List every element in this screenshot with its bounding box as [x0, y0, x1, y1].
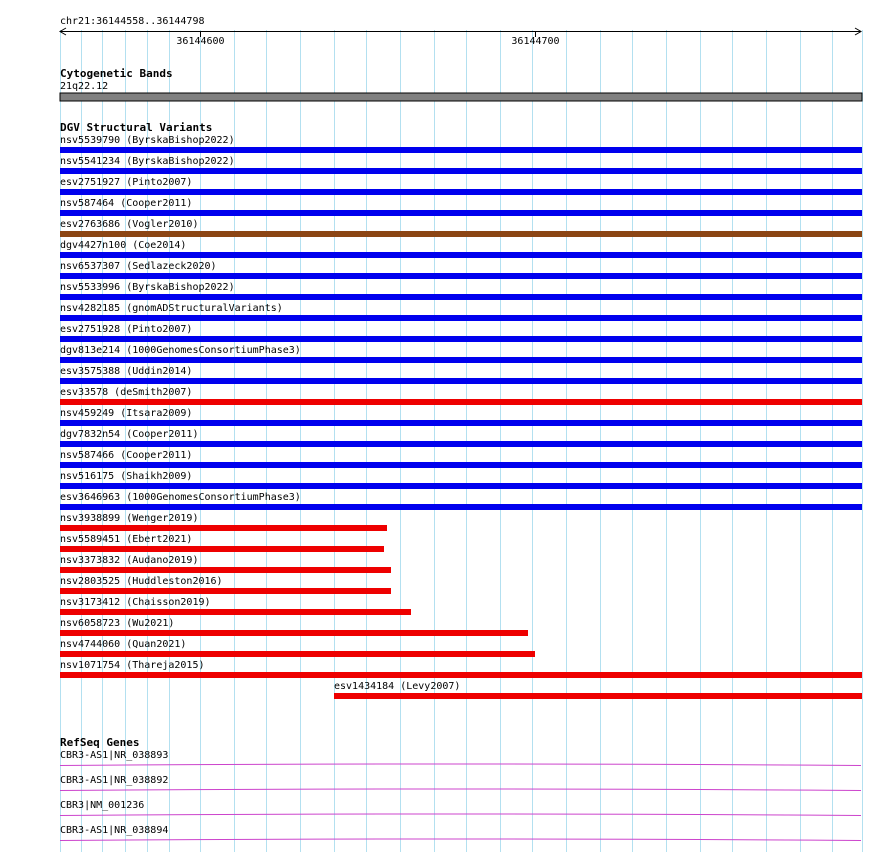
dgv-feature-bar[interactable]: [60, 189, 862, 195]
dgv-feature[interactable]: [60, 387, 862, 405]
cytoband-band-label: 21q22.12: [60, 81, 109, 92]
dgv-feature[interactable]: [60, 240, 862, 258]
dgv-feature-bar[interactable]: [60, 147, 862, 153]
refseq-transcript-line[interactable]: [60, 789, 861, 791]
dgv-feature[interactable]: [60, 492, 862, 510]
dgv-feature-label: nsv516175 (Shaikh2009): [60, 471, 193, 482]
dgv-feature[interactable]: [60, 177, 862, 195]
refseq-gene[interactable]: [60, 775, 861, 791]
dgv-feature-bar[interactable]: [60, 252, 862, 258]
dgv-feature-label: dgv7832n54 (Cooper2011): [60, 429, 199, 440]
dgv-feature[interactable]: [60, 366, 862, 384]
dgv-feature[interactable]: [60, 219, 862, 237]
refseq-transcript-line[interactable]: [60, 764, 861, 766]
dgv-feature-label: nsv3173412 (Chaisson2019): [60, 597, 211, 608]
dgv-feature-label: esv1434184 (Levy2007): [334, 681, 461, 692]
dgv-feature[interactable]: [60, 450, 862, 468]
refseq-feature-list: [60, 750, 861, 841]
dgv-feature-label: esv2751928 (Pinto2007): [60, 324, 193, 335]
refseq-gene-label: CBR3-AS1|NR_038892: [60, 775, 169, 786]
dgv-feature-bar[interactable]: [60, 630, 528, 636]
dgv-feature-bar[interactable]: [60, 567, 391, 573]
dgv-feature-label: nsv459249 (Itsara2009): [60, 408, 193, 419]
dgv-feature[interactable]: [60, 261, 862, 279]
dgv-feature-label: nsv5539790 (ByrskaBishop2022): [60, 135, 235, 146]
refseq-transcript-line[interactable]: [60, 814, 861, 816]
refseq-track-title: RefSeq Genes: [60, 736, 140, 749]
dgv-feature[interactable]: [60, 303, 862, 321]
dgv-feature-bar[interactable]: [60, 546, 384, 552]
dgv-feature-bar[interactable]: [60, 504, 862, 510]
dgv-feature-bar[interactable]: [60, 294, 862, 300]
dgv-feature-bar[interactable]: [60, 336, 862, 342]
dgv-feature[interactable]: [60, 324, 862, 342]
dgv-feature-label: nsv587466 (Cooper2011): [60, 450, 193, 461]
dgv-feature[interactable]: [60, 471, 862, 489]
dgv-feature-bar[interactable]: [60, 357, 862, 363]
dgv-feature-bar[interactable]: [60, 441, 862, 447]
dgv-feature[interactable]: [60, 534, 384, 552]
dgv-feature-label: nsv6537307 (Sedlazeck2020): [60, 261, 217, 272]
coordinate-ruler: [60, 16, 861, 47]
dgv-feature-label: esv33578 (deSmith2007): [60, 387, 193, 398]
ruler-ticks: [176, 31, 559, 47]
refseq-track: [60, 736, 861, 841]
refseq-gene[interactable]: [60, 800, 861, 816]
dgv-feature[interactable]: [60, 198, 862, 216]
dgv-feature-label: dgv813e214 (1000GenomesConsortiumPhase3): [60, 345, 301, 356]
dgv-feature-label: nsv5541234 (ByrskaBishop2022): [60, 156, 235, 167]
dgv-feature-bar[interactable]: [60, 672, 862, 678]
refseq-gene-label: CBR3-AS1|NR_038893: [60, 750, 169, 761]
dgv-feature-bar[interactable]: [60, 525, 387, 531]
refseq-transcript-line[interactable]: [60, 839, 861, 841]
dgv-feature-bar[interactable]: [60, 378, 862, 384]
dgv-feature-label: nsv3373832 (Audano2019): [60, 555, 199, 566]
dgv-feature[interactable]: [60, 282, 862, 300]
refseq-gene[interactable]: [60, 825, 861, 841]
dgv-feature[interactable]: [60, 555, 391, 573]
dgv-feature[interactable]: [60, 408, 862, 426]
dgv-feature-label: esv2763686 (Vogler2010): [60, 219, 199, 230]
dgv-feature[interactable]: [60, 513, 387, 531]
dgv-feature-bar[interactable]: [60, 168, 862, 174]
cytoband-band-bar[interactable]: [60, 93, 862, 101]
dgv-feature-list: [60, 135, 862, 699]
dgv-feature-bar[interactable]: [60, 273, 862, 279]
dgv-feature-bar[interactable]: [334, 693, 862, 699]
dgv-feature[interactable]: [60, 429, 862, 447]
ruler-tick-label: 36144700: [511, 36, 560, 47]
refseq-gene-label: CBR3|NM_001236: [60, 800, 145, 811]
refseq-gene-label: CBR3-AS1|NR_038894: [60, 825, 169, 836]
dgv-feature-label: nsv5589451 (Ebert2021): [60, 534, 193, 545]
dgv-feature-label: nsv3938899 (Wenger2019): [60, 513, 199, 524]
dgv-feature-label: nsv6058723 (Wu2021): [60, 618, 175, 629]
ruler-tick-label: 36144600: [176, 36, 225, 47]
cytoband-track-title: Cytogenetic Bands: [60, 67, 173, 80]
dgv-feature-label: nsv4744060 (Quan2021): [60, 639, 187, 650]
dgv-feature-bar[interactable]: [60, 483, 862, 489]
dgv-feature-bar[interactable]: [60, 315, 862, 321]
dgv-feature[interactable]: [60, 618, 528, 636]
dgv-feature[interactable]: [60, 639, 535, 657]
dgv-feature-label: nsv587464 (Cooper2011): [60, 198, 193, 209]
dgv-feature[interactable]: [60, 156, 862, 174]
dgv-feature-bar[interactable]: [60, 609, 411, 615]
dgv-feature[interactable]: [334, 681, 862, 699]
dgv-feature[interactable]: [60, 345, 862, 363]
dgv-feature[interactable]: [60, 660, 862, 678]
dgv-feature-label: esv3646963 (1000GenomesConsortiumPhase3): [60, 492, 301, 503]
dgv-feature-label: nsv4282185 (gnomADStructuralVariants): [60, 303, 283, 314]
refseq-gene[interactable]: [60, 750, 861, 766]
dgv-feature-bar[interactable]: [60, 588, 391, 594]
cytoband-track: [60, 67, 862, 101]
dgv-feature-label: nsv2803525 (Huddleston2016): [60, 576, 223, 587]
dgv-feature-bar[interactable]: [60, 210, 862, 216]
dgv-feature-label: esv3575388 (Uddin2014): [60, 366, 193, 377]
dgv-feature[interactable]: [60, 576, 391, 594]
ruler-location-label: chr21:36144558..36144798: [60, 16, 205, 27]
dgv-feature-label: dgv4427n100 (Coe2014): [60, 240, 187, 251]
dgv-feature-label: esv2751927 (Pinto2007): [60, 177, 193, 188]
dgv-track: [60, 121, 862, 699]
dgv-feature-bar[interactable]: [60, 231, 862, 237]
dgv-feature-bar[interactable]: [60, 651, 535, 657]
dgv-feature-label: nsv5533996 (ByrskaBishop2022): [60, 282, 235, 293]
dgv-feature-bar[interactable]: [60, 399, 862, 405]
dgv-feature[interactable]: [60, 597, 411, 615]
dgv-feature-label: nsv1071754 (Thareja2015): [60, 660, 205, 671]
dgv-track-title: DGV Structural Variants: [60, 121, 213, 134]
dgv-feature-bar[interactable]: [60, 462, 862, 468]
dgv-feature-bar[interactable]: [60, 420, 862, 426]
dgv-feature[interactable]: [60, 135, 862, 153]
